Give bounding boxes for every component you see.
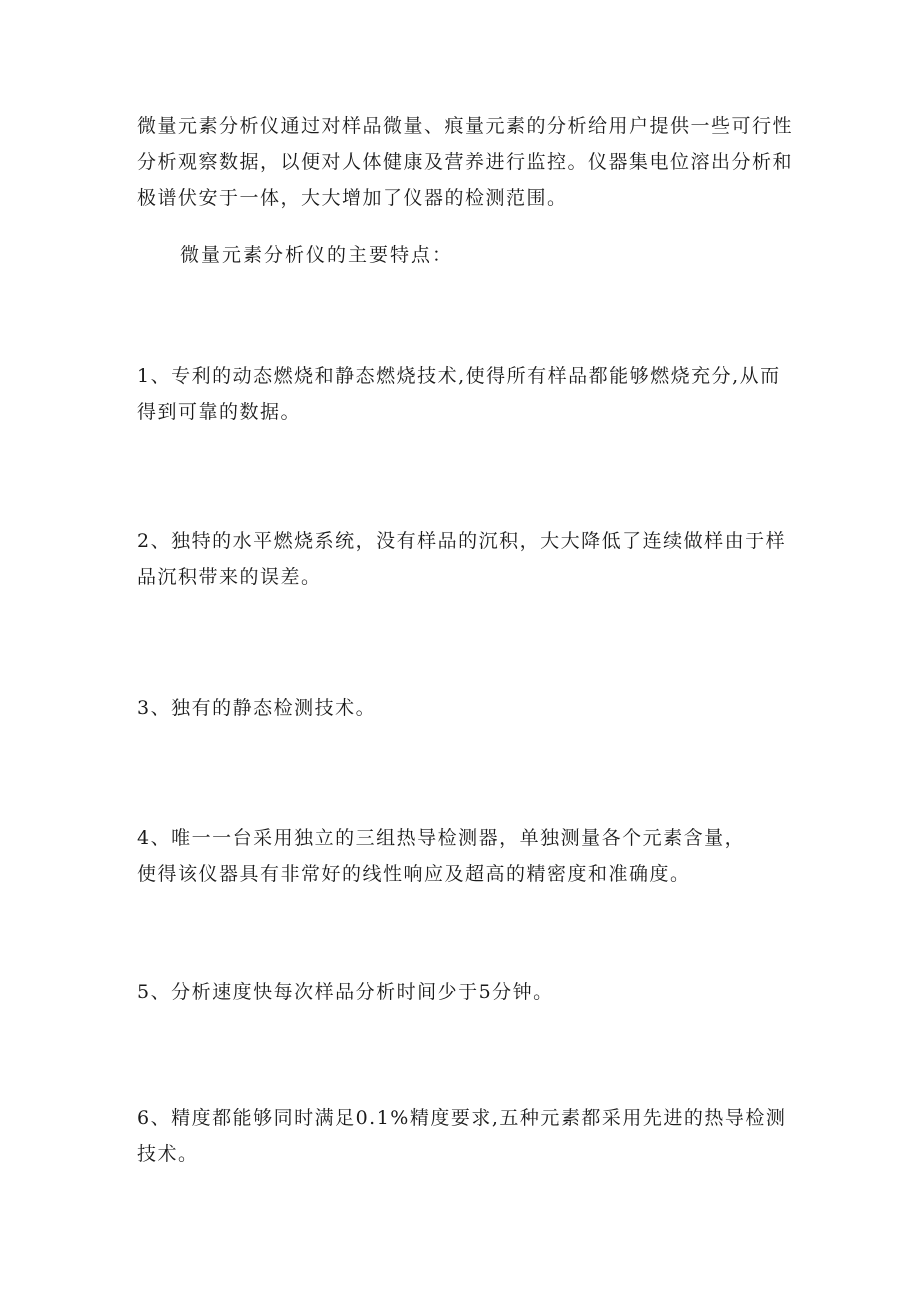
feature-item-1: 1、专利的动态燃烧和静态燃烧技术,使得所有样品都能够燃烧充分,从而得到可靠的数据。: [137, 365, 781, 423]
intro-paragraph: 微量元素分析仪通过对样品微量、痕量元素的分析给用户提供一些可行性分析观察数据，以便对人体健康及营养进行监控。仪器集电位溶出分析和极谱伏安于一体，大大增加了仪器的检测范围。: [137, 115, 794, 209]
feature-item-5: 5、分析速度快每次样品分析时间少于5分钟。: [137, 981, 554, 1003]
feature-item-4: 4、唯一一台采用独立的三组热导检测器，单独测量各个元素含量，使得该仪器具有非常好的线性响应及超高的精密度和准确度。: [137, 827, 746, 885]
features-heading: 微量元素分析仪的主要特点：: [180, 244, 454, 266]
feature-item-3: 3、独有的静态检测技术。: [137, 697, 377, 719]
feature-item-6: 6、精度都能够同时满足0.1%精度要求,五种元素都采用先进的热导检测技术。: [137, 1107, 787, 1165]
feature-item-2: 2、独特的水平燃烧系统，没有样品的沉积，大大降低了连续做样由于样品沉积带来的误差。: [137, 530, 787, 588]
